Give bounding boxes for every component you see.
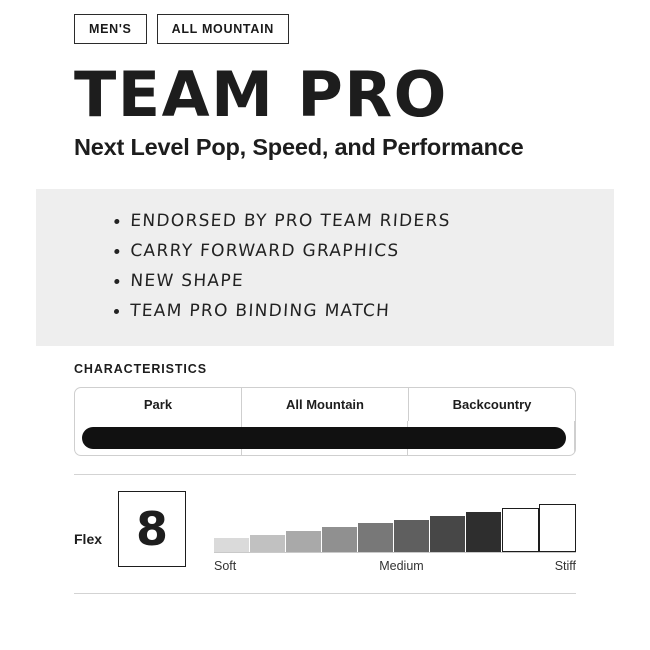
bottom-divider xyxy=(74,593,576,594)
flex-scale-step xyxy=(214,538,250,552)
characteristics-table xyxy=(74,387,576,456)
tag-list xyxy=(0,0,650,44)
tag-category[interactable]: ALL MOUNTAIN xyxy=(157,14,289,44)
flex-scale-mid-label: Medium xyxy=(379,559,424,574)
characteristics-fill-bar xyxy=(82,427,566,449)
flex-scale-step xyxy=(358,523,394,552)
header-block xyxy=(0,44,650,162)
flex-scale-step xyxy=(430,516,466,553)
tag-gender[interactable]: MEN'S xyxy=(74,14,147,44)
characteristics-header-row xyxy=(75,388,575,421)
flex-scale-step xyxy=(502,508,539,552)
feature-panel xyxy=(36,189,614,346)
flex-label: Flex xyxy=(74,531,103,548)
flex-scale-step xyxy=(539,504,576,552)
flex-value: 8 xyxy=(118,491,186,567)
flex-scale-wrap xyxy=(214,491,576,573)
feature-list xyxy=(36,213,614,320)
list-item: CARRY FORWARD GRAPHICS xyxy=(113,243,615,273)
characteristics-heading: CHARACTERISTICS xyxy=(74,362,207,377)
list-item: ENDORSED BY PRO TEAM RIDERS xyxy=(113,213,615,243)
flex-scale-step xyxy=(322,527,358,552)
flex-scale-step xyxy=(286,531,322,553)
flex-scale-step xyxy=(466,512,502,552)
list-item: TEAM PRO BINDING MATCH xyxy=(114,303,615,320)
flex-section xyxy=(74,491,576,573)
flex-scale-min-label: Soft xyxy=(214,559,237,574)
flex-scale xyxy=(214,505,576,553)
characteristics-column-backcountry: Backcountry xyxy=(452,397,532,413)
page-subtitle: Next Level Pop, Speed, and Performance xyxy=(74,134,524,161)
list-item: NEW SHAPE xyxy=(113,273,615,303)
flex-scale-step xyxy=(394,520,430,553)
characteristics-bar-row xyxy=(75,421,575,455)
flex-scale-labels xyxy=(214,559,576,573)
flex-scale-max-label: Stiff xyxy=(554,559,576,574)
characteristics-column-park: Park xyxy=(75,388,242,421)
section-divider xyxy=(74,474,576,475)
flex-scale-step xyxy=(250,535,286,553)
characteristics-column-all-mountain: All Mountain xyxy=(242,388,409,421)
page-title: TEAM PRO xyxy=(74,57,448,131)
